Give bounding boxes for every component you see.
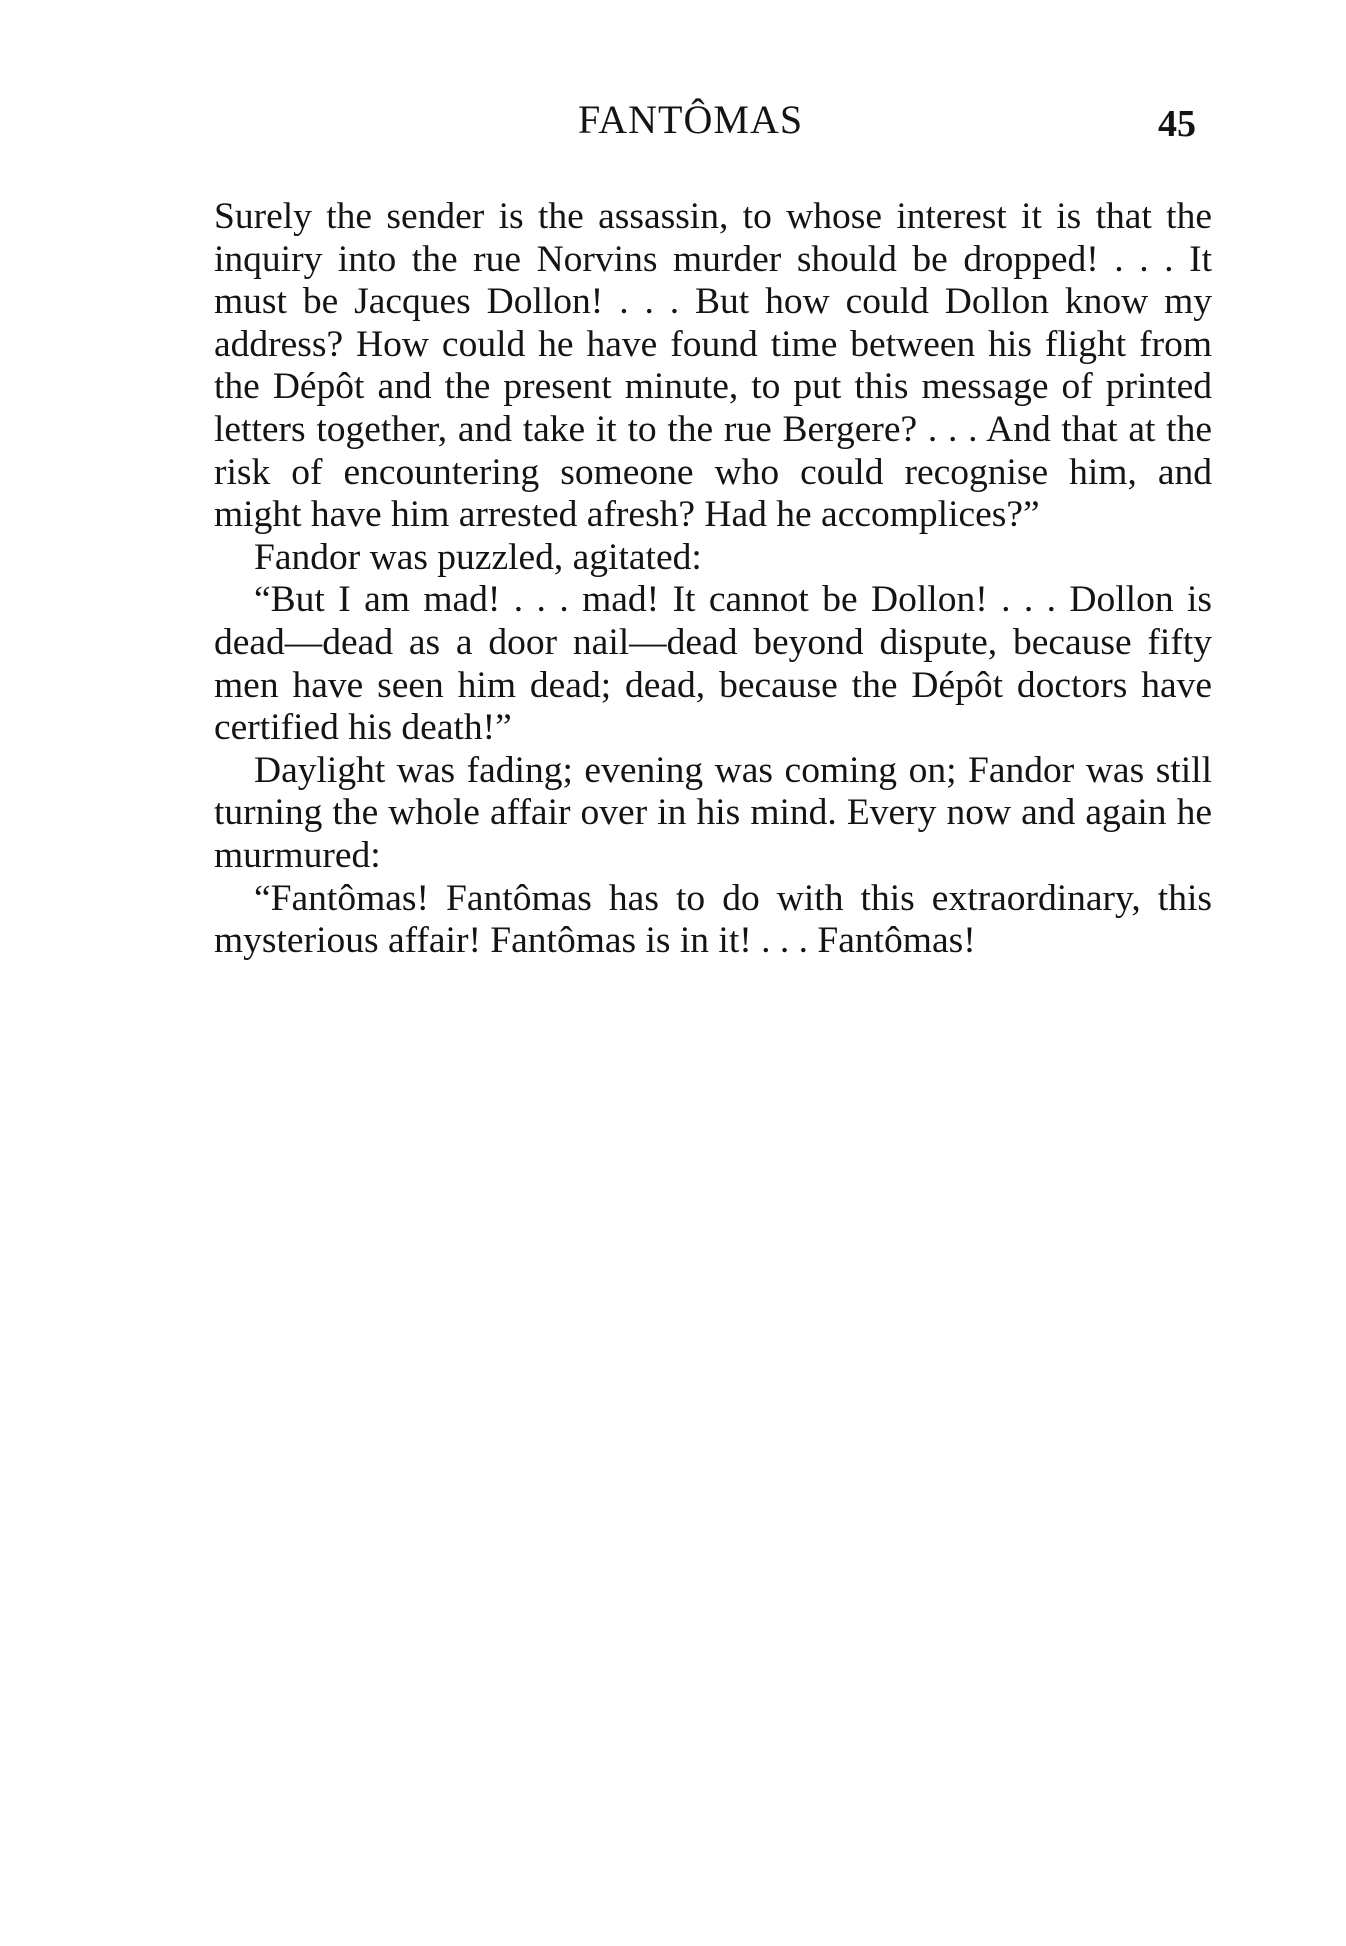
paragraph-2: Fandor was puzzled, agitated: (254, 536, 702, 578)
paragraph-1: Surely the sender is the assassin, to whose interest it is that the inquiry into the rue Norvins murder should be dropped! . . . It must be Jacques Dollon! . . . But how could Dollon know my address? How could he have found time between his flight from the Dépôt and the present minute, to put this message of printed letters together, and take it to the rue Bergere? . . . And that at the risk of encountering someone who could recognise him, and might have him arrested afresh? Had he accomplices?” (214, 196, 1212, 536)
body-text (214, 196, 1212, 963)
running-title: FANTÔMAS (578, 97, 804, 142)
running-head (0, 95, 1346, 145)
paragraph-4: Daylight was fading; evening was coming on; Fandor was still turning the whole affair over in his mind. Every now and again he murmured: (214, 749, 1212, 876)
paragraph-5: “Fantômas! Fantômas has to do with this extraordinary, this mysterious affair! Fantômas is in it! . . . Fantômas! (214, 877, 1212, 962)
page-number: 45 (1158, 103, 1196, 145)
paragraph-3: “But I am mad! . . . mad! It cannot be Dollon! . . . Dollon is dead—dead as a door nail—dead beyond dispute, because fifty men have seen him dead; dead, because the Dépôt doctors have certified his death!” (214, 579, 1212, 749)
